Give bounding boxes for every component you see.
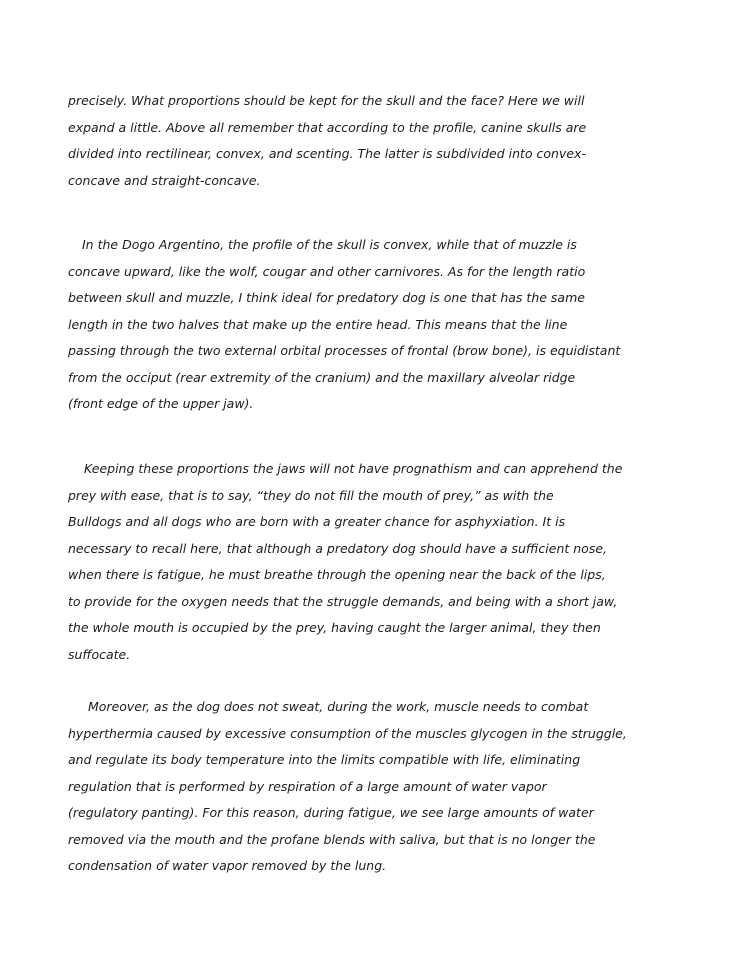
paragraph-thermoregulation bbox=[68, 694, 627, 880]
text-line: expand a little. Above all remember that according to the profile, canine skulls are bbox=[68, 119, 587, 135]
text-line: regulation that is performed by respiration of a large amount of water vapor bbox=[68, 778, 547, 794]
text-line: Bulldogs and all dogs who are born with a greater chance for asphyxiation. It is bbox=[68, 514, 566, 529]
text-line: (regulatory panting). For this reason, during fatigue, we see large amounts of water bbox=[68, 805, 594, 820]
paragraph-skull-proportions bbox=[68, 88, 586, 194]
text-line: Moreover, as the dog does not sweat, during the work, muscle needs to combat bbox=[88, 699, 589, 714]
text-line: removed via the mouth and the profane blends with saliva, but that is no longer the bbox=[68, 831, 596, 847]
text-line: condensation of water vapor removed by the lung. bbox=[68, 858, 387, 873]
text-line: concave upward, like the wolf, cougar and other carnivores. As for the length ratio bbox=[68, 263, 586, 279]
text-line: divided into rectilinear, convex, and scenting. The latter is subdivided into convex- bbox=[68, 146, 586, 161]
text-line: from the occiput (rear extremity of the cranium) and the maxillary alveolar ridge bbox=[68, 369, 576, 385]
text-line: the whole mouth is occupied by the prey, having caught the larger animal, they then bbox=[68, 620, 601, 635]
text-line: between skull and muzzle, I think ideal for predatory dog is one that has the same bbox=[68, 290, 585, 305]
text-line: necessary to recall here, that although a predatory dog should have a sufficient nose, bbox=[68, 540, 607, 556]
paragraph-dogo-profile bbox=[68, 232, 620, 418]
text-line: In the Dogo Argentino, the profile of the skull is convex, while that of muzzle is bbox=[82, 237, 577, 252]
text-line: hyperthermia caused by excessive consumption of the muscles glycogen in the struggle, bbox=[68, 725, 627, 741]
text-line: suffocate. bbox=[68, 646, 131, 662]
text-line: Keeping these proportions the jaws will not have prognathism and can apprehend the bbox=[84, 461, 623, 476]
text-line: prey with ease, that is to say, “they do not fill the mouth of prey,” as with the bbox=[68, 487, 554, 503]
text-line: passing through the two external orbital processes of frontal (brow bone), is equidistant bbox=[68, 343, 621, 358]
text-line: and regulate its body temperature into the limits compatible with life, eliminating bbox=[68, 752, 581, 767]
text-line: concave and straight-concave. bbox=[68, 172, 261, 188]
text-line: precisely. What proportions should be kept for the skull and the face? Here we will bbox=[68, 93, 585, 108]
text-line: to provide for the oxygen needs that the struggle demands, and being with a short jaw, bbox=[68, 593, 618, 609]
paragraph-jaw-proportions bbox=[68, 456, 622, 668]
text-line: (front edge of the upper jaw). bbox=[68, 396, 254, 411]
text-line: when there is fatigue, he must breathe through the opening near the back of the lips, bbox=[68, 567, 606, 582]
text-line: length in the two halves that make up the entire head. This means that the line bbox=[68, 316, 568, 332]
